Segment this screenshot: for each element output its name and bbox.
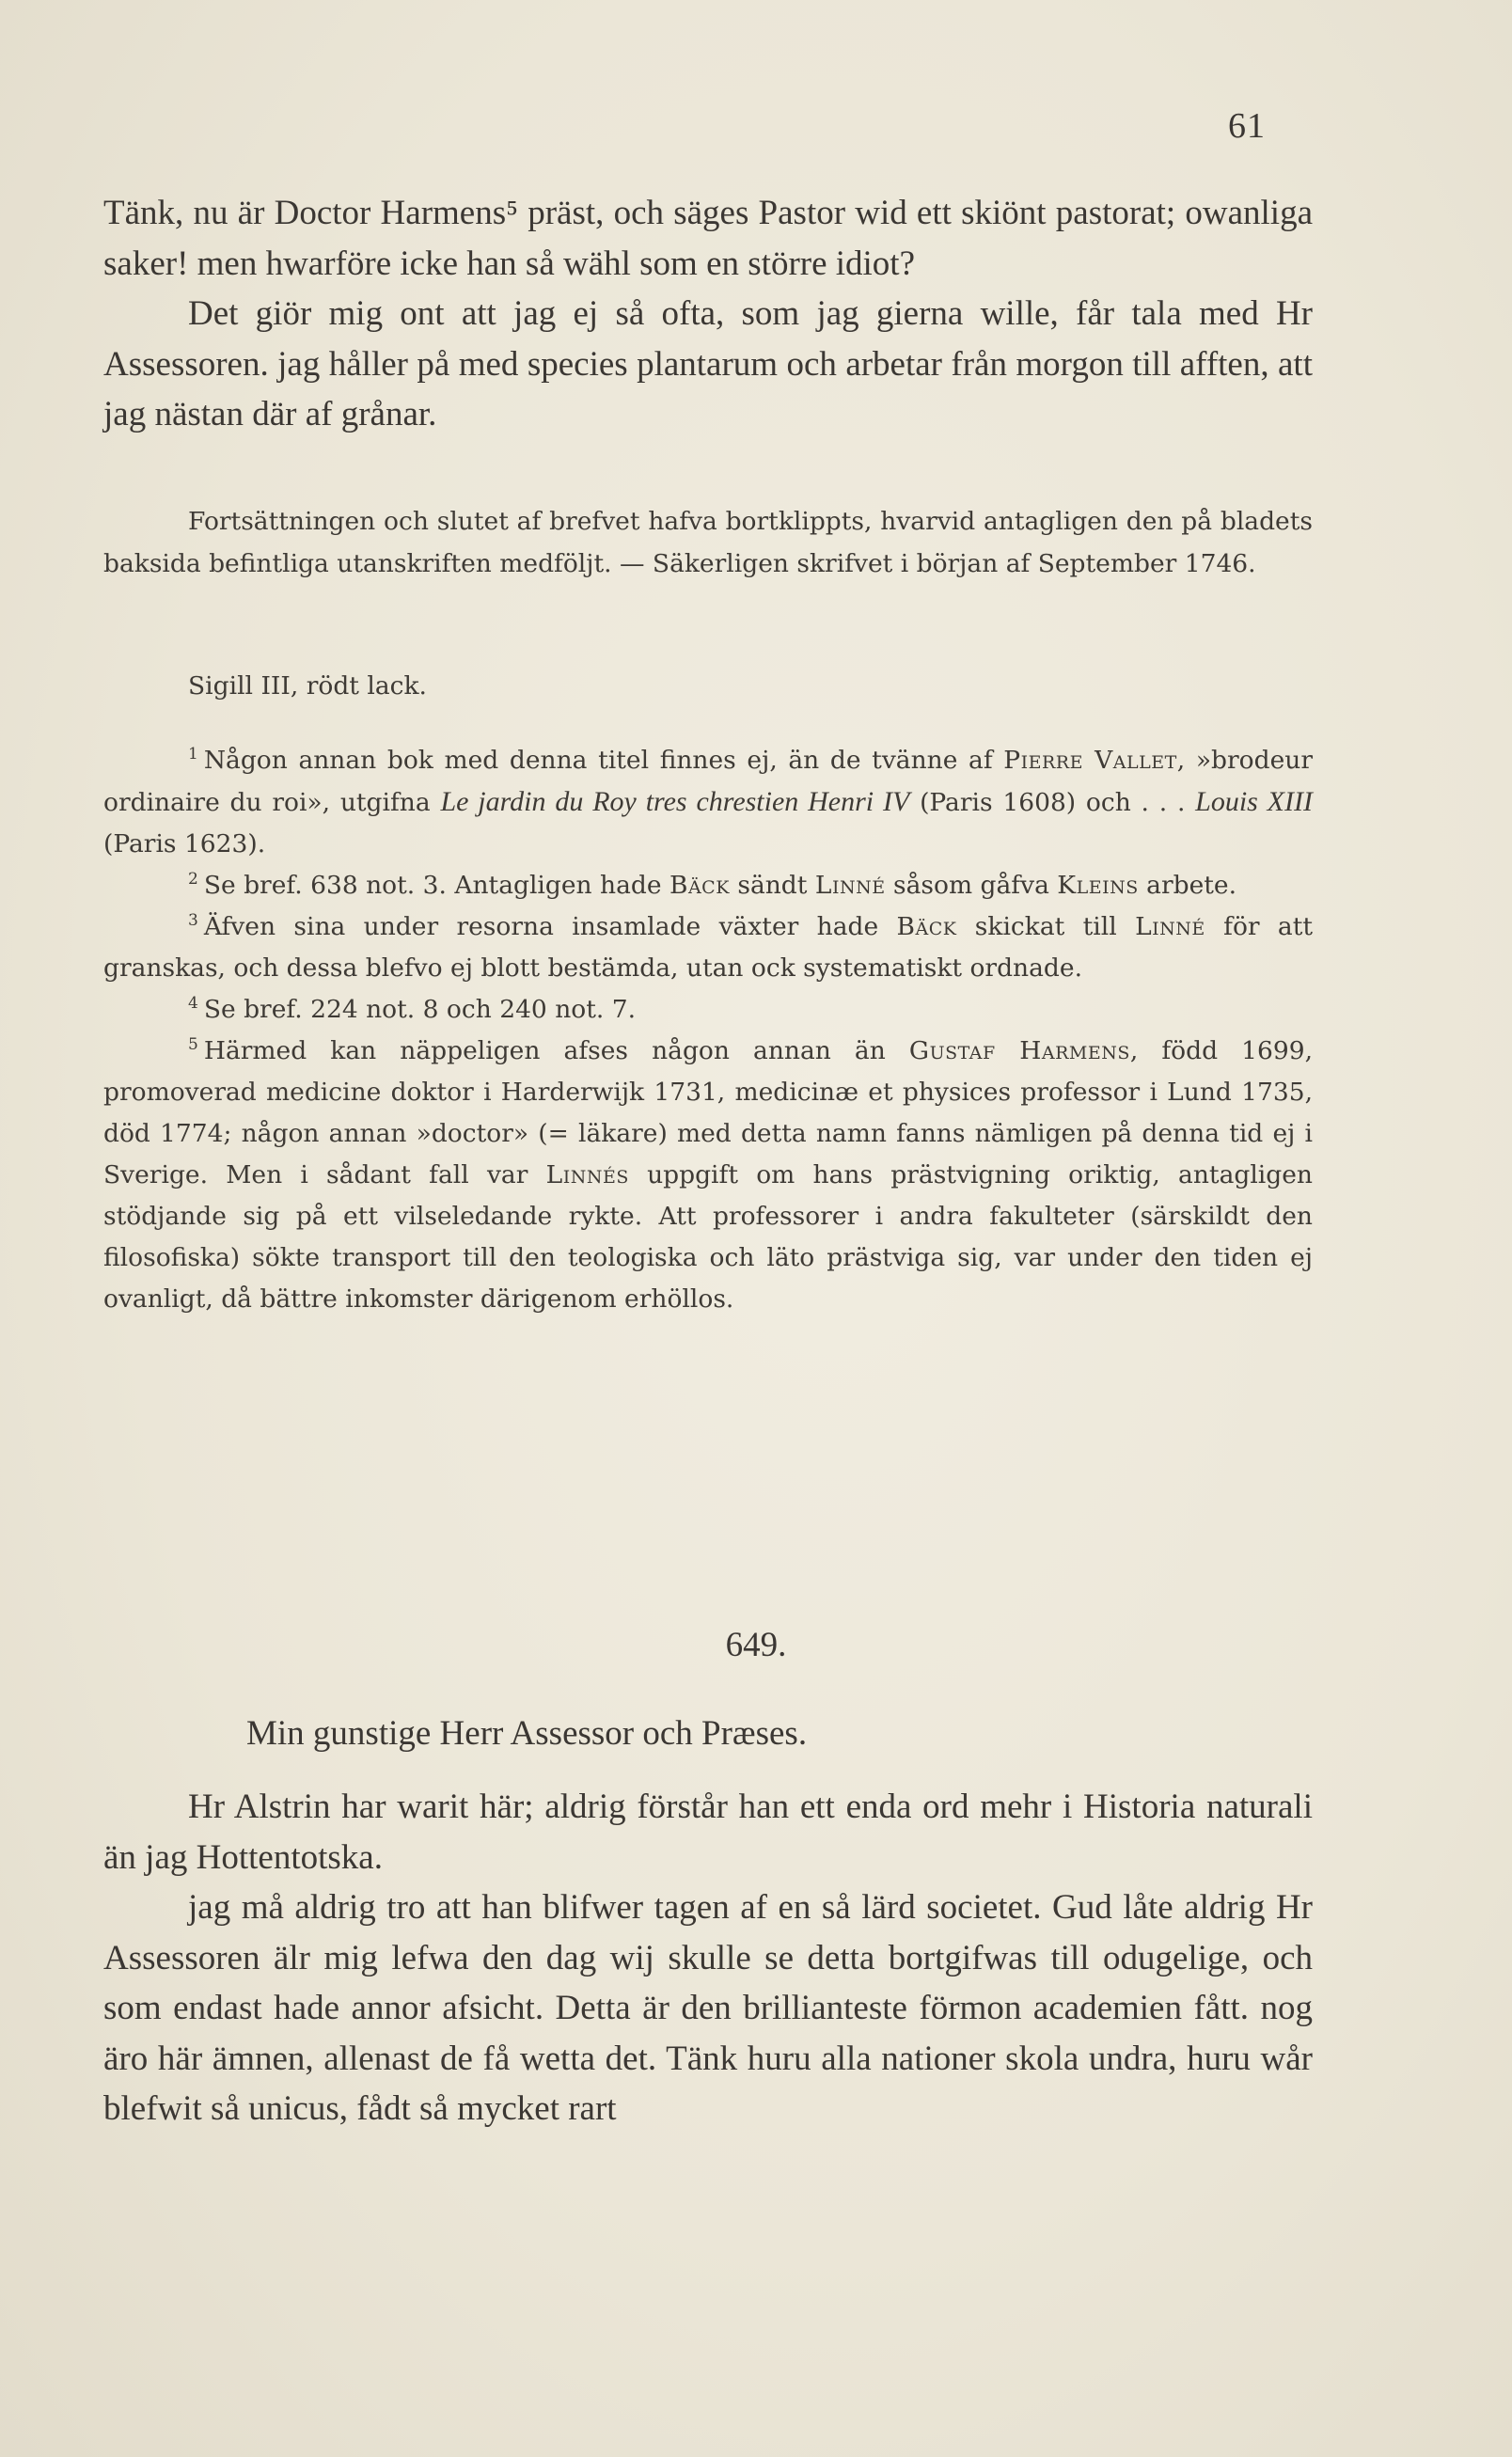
footnote-marker: 2 xyxy=(188,870,198,890)
seal-note xyxy=(188,665,427,707)
footnote-text: Äfven sina under resorna insamlade växter hade xyxy=(203,912,897,941)
footnote-text: Härmed kan näppeligen afses någon annan än xyxy=(203,1036,909,1065)
footnote-marker: 3 xyxy=(188,911,198,931)
person-name: Gustaf Harmens xyxy=(908,1036,1130,1065)
footnote-text: skickat till xyxy=(956,912,1136,941)
person-name: Bäck xyxy=(896,912,957,941)
footnote-text: sändt xyxy=(729,871,815,900)
book-title: Louis XIII xyxy=(1195,786,1313,817)
footnote xyxy=(103,1031,1313,1320)
footnote-text: (Paris 1623). xyxy=(103,829,266,858)
footnote xyxy=(103,906,1313,989)
footnote-marker: 1 xyxy=(188,745,198,764)
letter-paragraph: Det giör mig ont att jag ej så ofta, som jag gierna wille, får tala med Hr Assessoren. jag håller på med species plantarum och arbetar från morgon till afften, att jag nästan där af grånar. xyxy=(103,294,1313,433)
person-name: Linnés xyxy=(545,1160,629,1189)
person-name: Linné xyxy=(1135,912,1205,941)
footnote-text: (Paris 1608) och . . . xyxy=(909,788,1196,817)
footnote-text: , född 1699, promoverad medicine doktor i Harderwijk 1731, medicinæ et physices professor i Lund 1735, död 1774; någon annan »doctor» (= läkare) med detta namn fanns nämligen på denna tid ej i Sverige. Men i sådant fall var xyxy=(103,1036,1314,1189)
book-title: Le jardin du Roy tres chrestien Henri IV xyxy=(440,786,910,817)
letter-number-heading: 649. xyxy=(725,1626,787,1664)
editor-note-text: Fortsättningen och slutet af brefvet hafva bortklippts, hvarvid antagligen den på bladets baksida befintliga utanskriften medföljt. — Säkerligen skrifvet i början af September 1746. xyxy=(103,507,1313,578)
letter-649-body xyxy=(103,1782,1313,2134)
letter-648-ending xyxy=(103,188,1313,440)
letter-salutation: Min gunstige Herr Assessor och Præses. xyxy=(246,1714,808,1753)
footnote-marker: 4 xyxy=(188,994,198,1014)
letter-paragraph: Tänk, nu är Doctor Harmens⁵ präst, och säges Pastor wid ett skiönt pastorat; owanliga saker! men hwarföre icke han så wähl som en större idiot? xyxy=(103,194,1313,283)
footnote-text: för att granskas, och dessa blefvo ej blott bestämda, utan ock systematiskt ordnade. xyxy=(103,912,1314,983)
person-name: Bäck xyxy=(669,871,730,900)
footnote xyxy=(103,740,1313,865)
person-name: Linné xyxy=(814,871,886,900)
footnote-marker: 5 xyxy=(188,1035,198,1055)
footnote-text: Någon annan bok med denna titel finnes ej, än de tvänne af xyxy=(203,746,1004,775)
person-name: Pierre Vallet xyxy=(1003,746,1177,775)
footnote-text: Se bref. 224 not. 8 och 240 not. 7. xyxy=(203,995,637,1024)
seal-note-text: Sigill III, rödt lack. xyxy=(188,671,427,701)
footnote xyxy=(103,865,1313,906)
footnote-text: arbete. xyxy=(1138,871,1237,900)
page-number: 61 xyxy=(1228,106,1266,146)
letter-paragraph: Hr Alstrin har warit här; aldrig förstår han ett enda ord mehr i Historia naturali än jag Hottentotska. xyxy=(103,1788,1313,1877)
person-name: Kleins xyxy=(1057,871,1139,900)
footnote-text: Se bref. 638 not. 3. Antagligen hade xyxy=(203,871,669,900)
editor-note xyxy=(103,500,1313,585)
footnote-text: såsom gåfva xyxy=(885,871,1058,900)
footnote-text: uppgift om hans prästvigning oriktig, antagligen stödjande sig på ett vilseledande rykte. Att professorer i andra fakulteter (särskildt den filosofiska) sökte transport till den teologiska och läto prästviga sig, var under den tiden ej ovanligt, då bättre inkomster därigenom erhöllos. xyxy=(103,1160,1313,1314)
footnote xyxy=(103,989,1313,1031)
footnotes-section xyxy=(103,740,1313,1320)
letter-paragraph: jag må aldrig tro att han blifwer tagen af en så lärd societet. Gud låte aldrig Hr Assessoren älr mig lefwa den dag wij skulle se detta bortgifwas till odugelige, och som endast hade annor afsicht. Detta är den brillianteste förmon academien fått. nog äro här ämnen, allenast de få wetta det. Tänk huru alla nationer skola undra, huru wår blefwit så unicus, fådt så mycket rart xyxy=(103,1888,1313,2128)
footnote-text: , »brodeur ordinaire du roi», utgifna xyxy=(103,746,1314,817)
